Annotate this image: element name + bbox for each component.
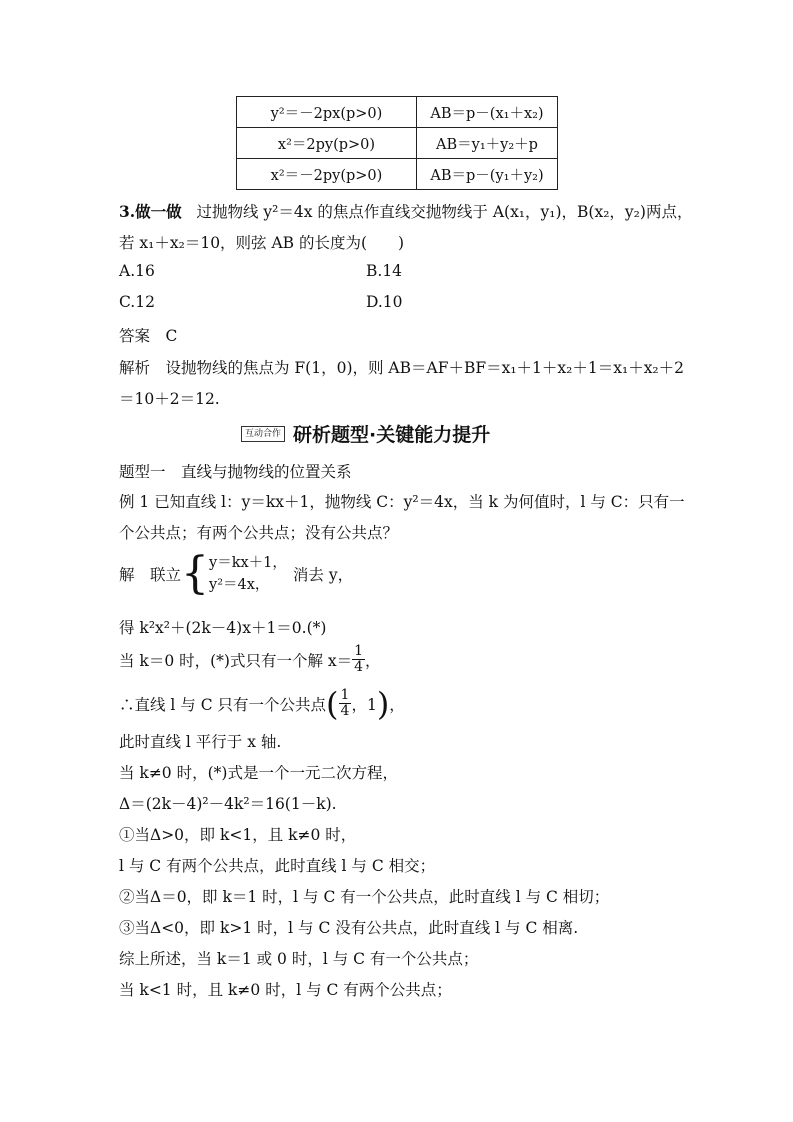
formula-table [236, 96, 558, 190]
system-eq-2: y²＝4x， [209, 577, 270, 593]
summary-line-1: 综上所述，当 k＝1 或 0 时，l 与 C 有一个公共点； [119, 950, 479, 968]
analysis-line-1: 解析 设抛物线的焦点为 F(1，0)，则 AB＝AF＋BF＝x₁＋1＋x₂＋1＝x₁＋x₂＋2 [119, 359, 685, 377]
fraction-one-quarter [339, 688, 352, 719]
table-cell: y²＝－2px(p>0) [237, 97, 417, 128]
system-eq-1: y＝kx＋1， [209, 555, 287, 571]
discriminant-line: Δ＝(2k－4)²－4k²＝16(1－k). [119, 795, 337, 813]
table-row [237, 128, 558, 159]
equation-star: 得 k²x²＋(2k－4)x＋1＝0.(*) [119, 619, 327, 637]
fraction-numerator: 1 [354, 643, 364, 659]
solution-lead: 解 联立 [119, 566, 182, 584]
example-line-2: 个公共点；有两个公共点；没有公共点？ [119, 524, 399, 542]
table-row [237, 159, 558, 190]
left-brace-icon: { [181, 548, 210, 599]
case-3-line: ③当Δ<0，即 k>1 时，l 与 C 没有公共点，此时直线 l 与 C 相离. [119, 919, 579, 937]
question-3-line-2: 若 x₁＋x₂＝10，则弦 AB 的长度为( ) [119, 234, 405, 252]
fraction-one-quarter [352, 644, 365, 675]
question-3-lead: 3.做一做 [119, 202, 182, 221]
option-c: C.12 [119, 293, 155, 311]
answer: 答案 C [119, 327, 178, 345]
section-tag: 互动合作 [241, 426, 285, 442]
option-d: D.10 [366, 293, 403, 311]
right-paren-icon: ) [376, 684, 390, 723]
table-cell: AB＝y₁＋y₂＋p [417, 128, 558, 159]
left-paren-icon: ( [326, 684, 339, 723]
case-2-line: ②当Δ＝0，即 k＝1 时，l 与 C 有一个公共点，此时直线 l 与 C 相切； [119, 888, 610, 906]
section-title: 研析题型·关键能力提升 [293, 424, 491, 446]
table-cell: AB＝p－(x₁＋x₂) [417, 97, 558, 128]
case-1-line-1: ①当Δ>0，即 k<1，且 k≠0 时， [119, 826, 357, 844]
k-nonzero-line: 当 k≠0 时，(*)式是一个一元二次方程， [119, 764, 398, 782]
summary-line-2: 当 k<1 时，且 k≠0 时，l 与 C 有两个公共点； [119, 981, 452, 999]
section-banner [241, 420, 490, 447]
single-point-line [119, 684, 405, 723]
solution-tail: 消去 y， [292, 566, 354, 584]
table-cell: AB＝p－(y₁＋y₂) [417, 159, 558, 190]
k-zero-text: 当 k＝0 时，(*)式只有一个解 x＝ [119, 651, 353, 670]
fraction-denominator: 4 [340, 703, 350, 719]
single-point-text: ∴直线 l 与 C 只有一个公共点 [119, 695, 327, 714]
k-zero-end: ， [365, 651, 381, 670]
fraction-denominator: 4 [354, 659, 364, 675]
type-heading: 题型一 直线与抛物线的位置关系 [119, 463, 352, 481]
k-zero-line [119, 644, 381, 675]
table-cell: x²＝－2py(p>0) [237, 159, 417, 190]
solution-system [119, 548, 354, 599]
fraction-numerator: 1 [340, 687, 350, 703]
case-1-line-2: l 与 C 有两个公共点，此时直线 l 与 C 相交； [119, 857, 436, 875]
option-b: B.14 [366, 262, 403, 280]
question-3-text: 过抛物线 y²＝4x 的焦点作直线交抛物线于 A(x₁，y₁)，B(x₂，y₂)两点， [196, 203, 693, 221]
parallel-line: 此时直线 l 平行于 x 轴. [119, 733, 282, 751]
example-line-1: 例 1 已知直线 l：y＝kx＋1，抛物线 C：y²＝4x，当 k 为何值时，l 与 C：只有一 [119, 493, 685, 511]
question-3-line-1 [119, 200, 692, 222]
analysis-line-2: ＝10＋2＝12. [119, 390, 220, 408]
option-a: A.16 [119, 262, 155, 280]
point-second-coord: ，1 [351, 695, 377, 714]
table-row [237, 97, 558, 128]
single-point-end: ， [389, 695, 405, 714]
table-cell: x²＝2py(p>0) [237, 128, 417, 159]
equation-system [209, 552, 287, 596]
